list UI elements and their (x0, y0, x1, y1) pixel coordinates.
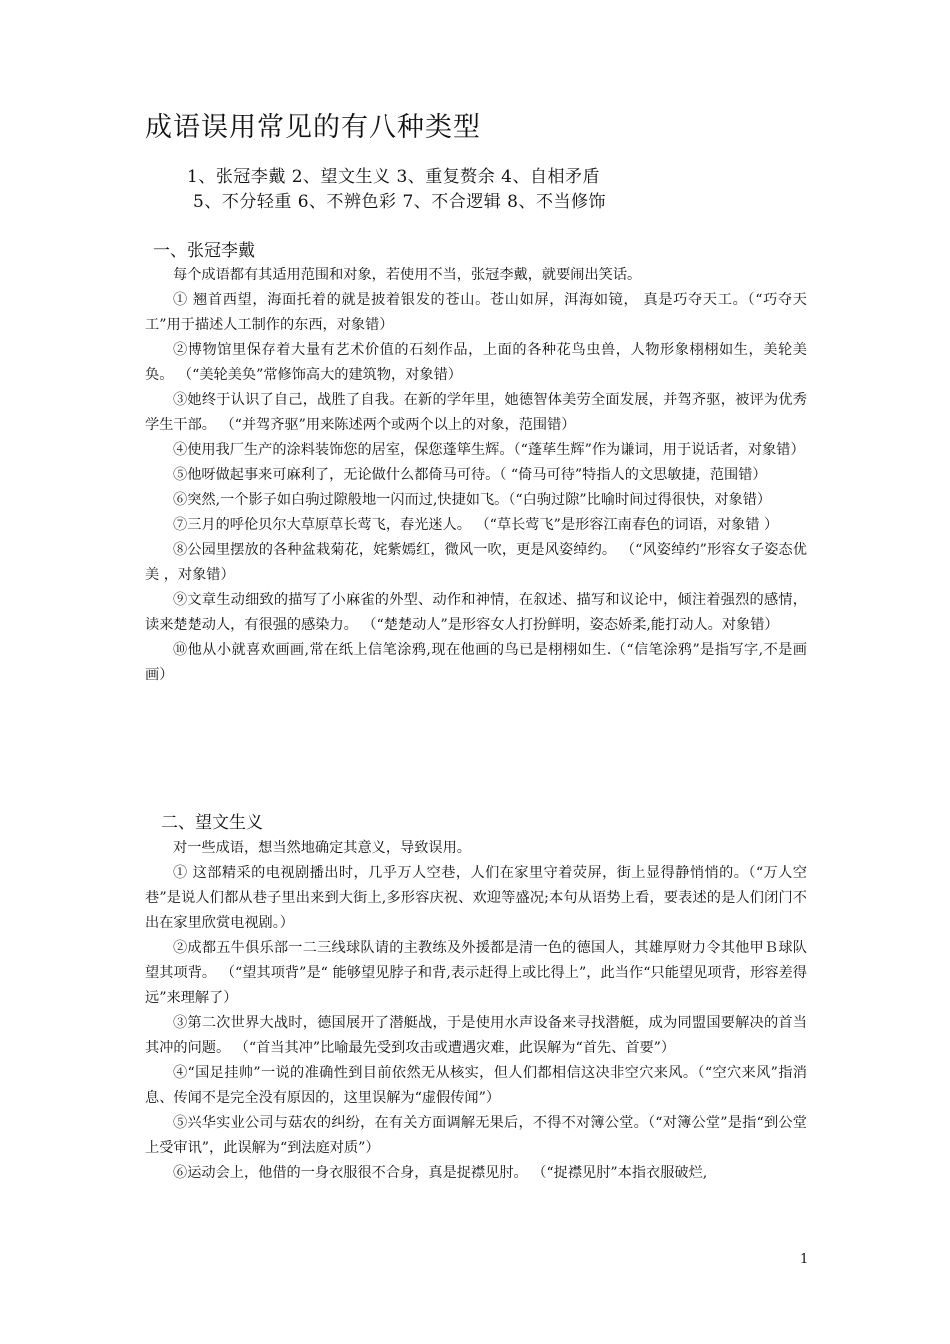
example-paragraph: ④“国足挂帅”一说的准确性到目前依然无从核实，但人们都相信这决非空穴来风。（“空穴来风”指消息、传闻不是完全没有原因的，这里误解为“虚假传闻”） (145, 1065, 807, 1106)
example-paragraph: ① 翘首西望，海面托着的就是披着银发的苍山。苍山如屏，洱海如镜， 真是巧夺天工。（“巧夺天工”用于描述人工制作的东西，对象错） (145, 292, 807, 333)
example-paragraph: ③第二次世界大战时，德国展开了潜艇战，于是使用水声设备来寻找潜艇，成为同盟国要解决的首当其冲的问题。 （“首当其冲”比喻最先受到攻击或遭遇灾难，此误解为“首先、首要”） (145, 1015, 807, 1056)
example-paragraph: ① 这部精采的电视剧播出时，几乎万人空巷，人们在家里守着荧屏，街上显得静悄悄的。（“万人空巷”是说人们都从巷子里出来到大街上,多形容庆祝、欢迎等盛况;本句从语势上看，要表述的是人们闭门不出在家里欣赏电视剧。） (145, 865, 807, 931)
example-paragraph: ④使用我厂生产的涂料装饰您的居室，保您蓬筚生辉。（“蓬荜生辉”作为谦词，用于说话者，对象错） (173, 442, 805, 458)
example-paragraph: ⑥突然,一个影子如白驹过隙般地一闪而过,快捷如飞。（“白驹过隙”比喻时间过得很快，对象错） (173, 492, 772, 508)
section-heading-1: 一、张冠李戴 (153, 241, 255, 261)
section-body-1 (145, 263, 807, 688)
example-paragraph: ②博物馆里保存着大量有艺术价值的石刻作品，上面的各种花鸟虫兽，人物形象栩栩如生，美轮美奂。 （“美轮美奂”常修饰高大的建筑物，对象错） (145, 342, 807, 383)
example-paragraph: ②成都五牛俱乐部一二三线球队请的主教练及外援都是清一色的德国人，其雄厚财力令其他甲Ｂ球队望其项背。 （“望其项背”是“ 能够望见脖子和背,表示赶得上或比得上”，此当作“只能望见项背，形容差得远”来理解了） (145, 940, 807, 1006)
example-paragraph: ⑦三月的呼伦贝尔大草原草长莺飞，春光迷人。 （“草长莺飞”是形容江南春色的词语，对象错 ） (173, 517, 779, 533)
types-line-1: 1、张冠李戴 2、望文生义 3、重复赘余 4、自相矛盾 (187, 167, 600, 187)
types-line-2: 5、不分轻重 6、不辨色彩 7、不合逻辑 8、不当修饰 (193, 192, 606, 212)
example-paragraph: ⑩他从小就喜欢画画,常在纸上信笔涂鸦,现在他画的鸟已是栩栩如生.（“信笔涂鸦”是指写字,不是画画） (145, 642, 807, 683)
example-paragraph: ⑤他呀做起事来可麻利了，无论做什么都倚马可待。（ “倚马可待”特指人的文思敏捷，范围错） (173, 467, 767, 483)
section-body-2 (145, 836, 807, 1186)
example-paragraph: ⑤兴华实业公司与菇农的纠纷，在有关方面调解无果后，不得不对簿公堂。（“对簿公堂”是指“到公堂上受审讯”，此误解为“到法庭对质”） (145, 1115, 807, 1156)
section-intro: 每个成语都有其适用范围和对象，若使用不当，张冠李戴，就要闹出笑话。 (173, 267, 642, 283)
example-paragraph: ⑥运动会上，他借的一身衣服很不合身，真是捉襟见肘。 （“捉襟见肘”本指衣服破烂, (173, 1165, 708, 1181)
page-title: 成语误用常见的有八种类型 (145, 112, 481, 143)
example-paragraph: ⑧公园里摆放的各种盆栽菊花，姹紫嫣红，微风一吹，更是风姿绰约。 （“风姿绰约”形容女子姿态优美 ，对象错） (145, 542, 807, 583)
section-intro: 对一些成语，想当然地确定其意义，导致误用。 (173, 840, 471, 856)
example-paragraph: ⑨文章生动细致的描写了小麻雀的外型、动作和神情，在叙述、描写和议论中，倾注着强烈的感情，读来楚楚动人，有很强的感染力。 （“楚楚动人”是形容女人打扮鲜明，姿态娇柔,能打动人。对象错） (145, 592, 807, 633)
page-number: 1 (800, 1252, 809, 1267)
section-heading-2: 二、望文生义 (161, 813, 263, 833)
example-paragraph: ③她终于认识了自己，战胜了自我。在新的学年里，她德智体美劳全面发展，并驾齐驱，被评为优秀学生干部。 （“并驾齐驱”用来陈述两个或两个以上的对象，范围错） (145, 392, 807, 433)
